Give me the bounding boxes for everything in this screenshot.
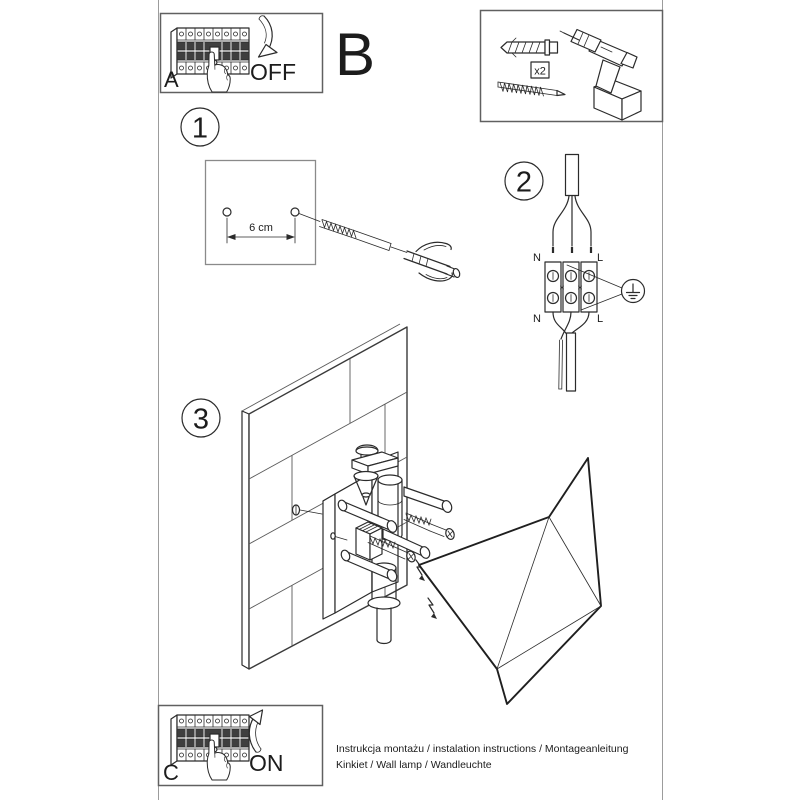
power-cable-icon (553, 155, 591, 254)
panel-c (159, 706, 323, 786)
drill-bit-icon (320, 220, 392, 251)
step-1-badge (181, 108, 219, 146)
panel-c-label: C (163, 760, 179, 785)
label-neutral-top: N (533, 252, 541, 264)
power-off-label: OFF (250, 59, 296, 85)
outgoing-wires-icon (553, 312, 589, 391)
step-2-badge (505, 162, 543, 200)
anchor-quantity-label: x2 (534, 65, 546, 78)
hole-spacing-label: 6 cm (249, 222, 273, 234)
step-3-badge (182, 399, 220, 437)
step-2-number: 2 (515, 166, 533, 199)
wall-anchor-step1-icon (404, 242, 461, 281)
step-3-number: 3 (192, 403, 210, 436)
step-2 (505, 155, 645, 392)
label-neutral-bottom: N (533, 313, 541, 325)
tools-box (481, 11, 663, 122)
label-live-top: L (596, 252, 604, 264)
label-live-bottom: L (596, 313, 604, 325)
footer-line-1: Instrukcja montażu / instalation instructions / Montageanleitung (336, 743, 629, 755)
ground-symbol-icon (622, 280, 645, 303)
footer (336, 743, 629, 771)
power-on-label: ON (249, 750, 284, 776)
panel-a (161, 14, 323, 93)
step-1 (181, 108, 461, 281)
section-b-label: B (335, 21, 376, 88)
lampshade-icon (419, 458, 601, 704)
step-1-number: 1 (191, 112, 209, 145)
terminal-block-icon (545, 262, 597, 312)
step-3 (182, 324, 601, 704)
leader-line-2 (391, 247, 407, 253)
panel-a-label: A (164, 67, 179, 92)
footer-line-2: Kinkiet / Wall lamp / Wandleuchte (336, 759, 492, 771)
